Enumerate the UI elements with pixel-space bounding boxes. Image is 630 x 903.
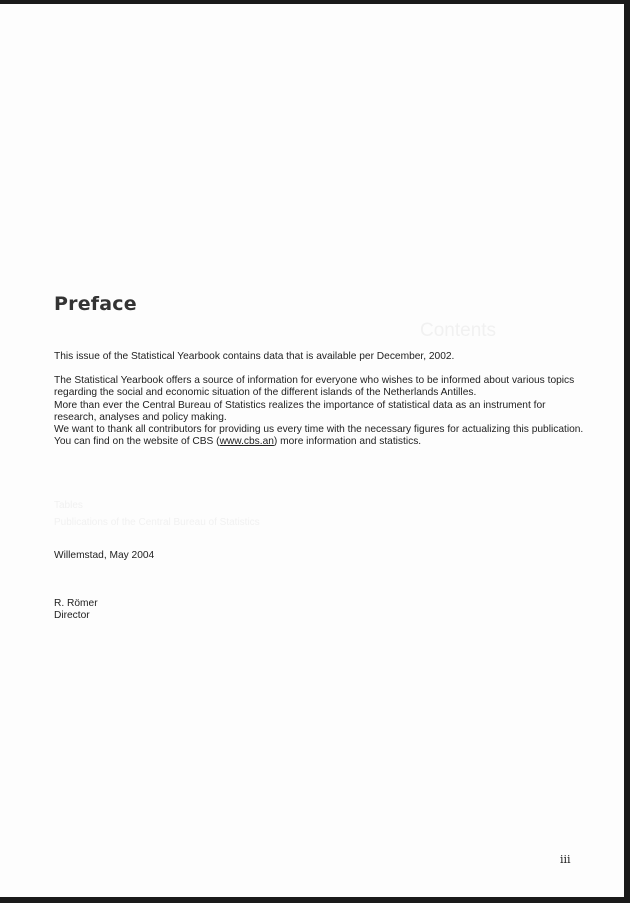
page-number: iii [560,853,571,866]
signatory-name: R. Römer [54,598,98,609]
text: ) more information and statistics. [273,436,422,448]
paragraph: More than ever the Central Bureau of Statistics realizes the importance of statistical data as an instrument for research, analyses and policy making. [54,399,546,423]
paragraph: We want to thank all contributors for providing us every time with the necessary figures for actualizing this publication. [54,424,584,436]
page-title: Preface [54,293,137,315]
show-through-publications: Publications of the Central Bureau of Statistics [54,517,260,528]
paragraph: This issue of the Statistical Yearbook contains data that is available per December, 2002. [54,351,455,362]
website-link[interactable]: www.cbs.an [219,436,274,448]
document-page [0,4,624,897]
paragraph [54,436,584,448]
signatory-role: Director [54,610,90,621]
show-through-tables: Tables [54,500,83,511]
show-through-contents: Contents [420,320,497,341]
preface-body [54,351,584,448]
paragraph: The Statistical Yearbook offers a source of information for everyone who wishes to be informed about various topics regarding the social and economic situation of the different islands of the Netherlands Antilles. [54,375,575,399]
text: You can find on the website of CBS ( [54,436,220,448]
place-date: Willemstad, May 2004 [54,550,155,561]
